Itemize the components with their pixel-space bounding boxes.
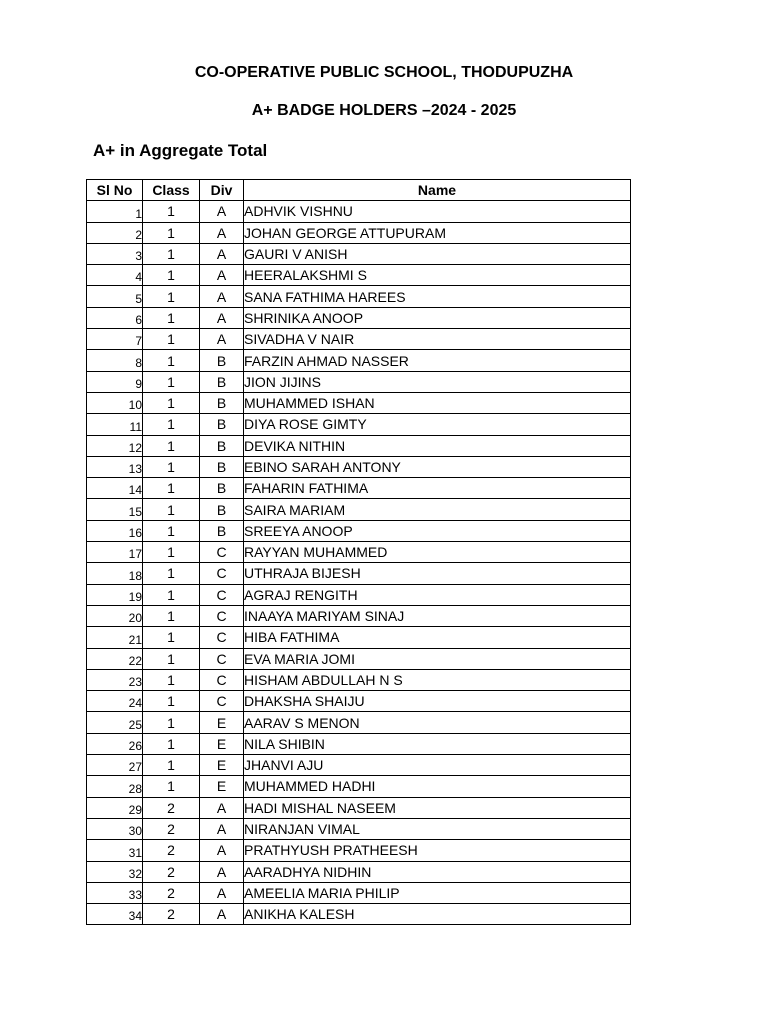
sl-no-cell: 23 bbox=[87, 669, 143, 690]
sl-no-cell: 24 bbox=[87, 691, 143, 712]
name-cell: AMEELIA MARIA PHILIP bbox=[244, 882, 631, 903]
table-row bbox=[87, 776, 631, 797]
class-cell: 1 bbox=[143, 605, 200, 626]
div-cell: C bbox=[200, 648, 244, 669]
table-row bbox=[87, 201, 631, 222]
class-cell: 1 bbox=[143, 435, 200, 456]
div-cell: B bbox=[200, 414, 244, 435]
sl-no-cell: 11 bbox=[87, 414, 143, 435]
class-cell: 1 bbox=[143, 201, 200, 222]
div-cell: B bbox=[200, 499, 244, 520]
sl-no-cell: 30 bbox=[87, 818, 143, 839]
sl-no-cell: 3 bbox=[87, 243, 143, 264]
name-cell: MUHAMMED HADHI bbox=[244, 776, 631, 797]
sl-no-cell: 21 bbox=[87, 627, 143, 648]
table-row bbox=[87, 456, 631, 477]
name-cell: NILA SHIBIN bbox=[244, 733, 631, 754]
name-cell: AARADHYA NIDHIN bbox=[244, 861, 631, 882]
class-cell: 1 bbox=[143, 392, 200, 413]
table-row bbox=[87, 243, 631, 264]
class-cell: 1 bbox=[143, 307, 200, 328]
sl-no-cell: 31 bbox=[87, 840, 143, 861]
div-cell: C bbox=[200, 627, 244, 648]
table-row bbox=[87, 840, 631, 861]
div-cell: B bbox=[200, 478, 244, 499]
table-row bbox=[87, 712, 631, 733]
class-cell: 1 bbox=[143, 776, 200, 797]
div-cell: C bbox=[200, 605, 244, 626]
sl-no-cell: 17 bbox=[87, 542, 143, 563]
name-cell: SIVADHA V NAIR bbox=[244, 329, 631, 350]
name-cell: PRATHYUSH PRATHEESH bbox=[244, 840, 631, 861]
div-cell: E bbox=[200, 712, 244, 733]
class-cell: 1 bbox=[143, 265, 200, 286]
class-cell: 1 bbox=[143, 563, 200, 584]
div-cell: B bbox=[200, 456, 244, 477]
sl-no-cell: 4 bbox=[87, 265, 143, 286]
sl-no-cell: 8 bbox=[87, 350, 143, 371]
div-cell: B bbox=[200, 392, 244, 413]
sl-no-cell: 16 bbox=[87, 520, 143, 541]
div-cell: C bbox=[200, 584, 244, 605]
table-row bbox=[87, 350, 631, 371]
sl-no-cell: 19 bbox=[87, 584, 143, 605]
table-row bbox=[87, 733, 631, 754]
table-row bbox=[87, 307, 631, 328]
table-row bbox=[87, 329, 631, 350]
table-row bbox=[87, 691, 631, 712]
sl-no-cell: 13 bbox=[87, 456, 143, 477]
div-cell: A bbox=[200, 286, 244, 307]
class-cell: 1 bbox=[143, 329, 200, 350]
class-cell: 2 bbox=[143, 818, 200, 839]
div-cell: A bbox=[200, 201, 244, 222]
table-row bbox=[87, 499, 631, 520]
sl-no-cell: 15 bbox=[87, 499, 143, 520]
name-cell: DEVIKA NITHIN bbox=[244, 435, 631, 456]
table-row bbox=[87, 435, 631, 456]
div-cell: C bbox=[200, 542, 244, 563]
name-cell: EVA MARIA JOMI bbox=[244, 648, 631, 669]
name-cell: AARAV S MENON bbox=[244, 712, 631, 733]
name-cell: ADHVIK VISHNU bbox=[244, 201, 631, 222]
table-row bbox=[87, 265, 631, 286]
header-class: Class bbox=[143, 180, 200, 201]
div-cell: A bbox=[200, 222, 244, 243]
name-cell: NIRANJAN VIMAL bbox=[244, 818, 631, 839]
section-title: A+ in Aggregate Total bbox=[93, 141, 268, 160]
class-cell: 2 bbox=[143, 882, 200, 903]
class-cell: 1 bbox=[143, 478, 200, 499]
sl-no-cell: 32 bbox=[87, 861, 143, 882]
class-cell: 2 bbox=[143, 861, 200, 882]
sl-no-cell: 5 bbox=[87, 286, 143, 307]
div-cell: A bbox=[200, 882, 244, 903]
class-cell: 2 bbox=[143, 904, 200, 925]
class-cell: 2 bbox=[143, 797, 200, 818]
name-cell: HEERALAKSHMI S bbox=[244, 265, 631, 286]
name-cell: AGRAJ RENGITH bbox=[244, 584, 631, 605]
sl-no-cell: 2 bbox=[87, 222, 143, 243]
table-row bbox=[87, 414, 631, 435]
div-cell: E bbox=[200, 733, 244, 754]
table-row bbox=[87, 222, 631, 243]
div-cell: A bbox=[200, 307, 244, 328]
table-header-row bbox=[87, 180, 631, 201]
table-row bbox=[87, 520, 631, 541]
div-cell: E bbox=[200, 776, 244, 797]
sl-no-cell: 9 bbox=[87, 371, 143, 392]
name-cell: SREEYA ANOOP bbox=[244, 520, 631, 541]
div-cell: A bbox=[200, 797, 244, 818]
name-cell: JOHAN GEORGE ATTUPURAM bbox=[244, 222, 631, 243]
class-cell: 2 bbox=[143, 840, 200, 861]
class-cell: 1 bbox=[143, 755, 200, 776]
sl-no-cell: 22 bbox=[87, 648, 143, 669]
class-cell: 1 bbox=[143, 669, 200, 690]
name-cell: DHAKSHA SHAIJU bbox=[244, 691, 631, 712]
div-cell: B bbox=[200, 371, 244, 392]
div-cell: B bbox=[200, 435, 244, 456]
table-row bbox=[87, 563, 631, 584]
class-cell: 1 bbox=[143, 350, 200, 371]
class-cell: 1 bbox=[143, 712, 200, 733]
sl-no-cell: 18 bbox=[87, 563, 143, 584]
div-cell: C bbox=[200, 563, 244, 584]
name-cell: JION JIJINS bbox=[244, 371, 631, 392]
div-cell: A bbox=[200, 861, 244, 882]
table-row bbox=[87, 818, 631, 839]
class-cell: 1 bbox=[143, 733, 200, 754]
class-cell: 1 bbox=[143, 371, 200, 392]
div-cell: A bbox=[200, 329, 244, 350]
sl-no-cell: 7 bbox=[87, 329, 143, 350]
sl-no-cell: 29 bbox=[87, 797, 143, 818]
table-row bbox=[87, 392, 631, 413]
name-cell: JHANVI AJU bbox=[244, 755, 631, 776]
name-cell: SHRINIKA ANOOP bbox=[244, 307, 631, 328]
div-cell: A bbox=[200, 265, 244, 286]
sl-no-cell: 20 bbox=[87, 605, 143, 626]
table-row bbox=[87, 584, 631, 605]
class-cell: 1 bbox=[143, 456, 200, 477]
class-cell: 1 bbox=[143, 243, 200, 264]
header-name: Name bbox=[244, 180, 631, 201]
class-cell: 1 bbox=[143, 286, 200, 307]
header-sl-no: Sl No bbox=[87, 180, 143, 201]
table-row bbox=[87, 371, 631, 392]
table-row bbox=[87, 478, 631, 499]
table-row bbox=[87, 904, 631, 925]
table-row bbox=[87, 882, 631, 903]
table-row bbox=[87, 755, 631, 776]
table-row bbox=[87, 627, 631, 648]
div-cell: A bbox=[200, 840, 244, 861]
table-row bbox=[87, 542, 631, 563]
sl-no-cell: 33 bbox=[87, 882, 143, 903]
sl-no-cell: 25 bbox=[87, 712, 143, 733]
sl-no-cell: 10 bbox=[87, 392, 143, 413]
div-cell: B bbox=[200, 520, 244, 541]
class-cell: 1 bbox=[143, 499, 200, 520]
badge-holders-table bbox=[86, 179, 631, 925]
div-cell: C bbox=[200, 691, 244, 712]
name-cell: FAHARIN FATHIMA bbox=[244, 478, 631, 499]
class-cell: 1 bbox=[143, 520, 200, 541]
table-row bbox=[87, 648, 631, 669]
name-cell: FARZIN AHMAD NASSER bbox=[244, 350, 631, 371]
name-cell: SANA FATHIMA HAREES bbox=[244, 286, 631, 307]
name-cell: GAURI V ANISH bbox=[244, 243, 631, 264]
class-cell: 1 bbox=[143, 542, 200, 563]
div-cell: A bbox=[200, 904, 244, 925]
class-cell: 1 bbox=[143, 627, 200, 648]
name-cell: MUHAMMED ISHAN bbox=[244, 392, 631, 413]
class-cell: 1 bbox=[143, 222, 200, 243]
div-cell: A bbox=[200, 243, 244, 264]
name-cell: HIBA FATHIMA bbox=[244, 627, 631, 648]
div-cell: E bbox=[200, 755, 244, 776]
name-cell: RAYYAN MUHAMMED bbox=[244, 542, 631, 563]
sl-no-cell: 12 bbox=[87, 435, 143, 456]
class-cell: 1 bbox=[143, 584, 200, 605]
div-cell: C bbox=[200, 669, 244, 690]
div-cell: B bbox=[200, 350, 244, 371]
name-cell: INAAYA MARIYAM SINAJ bbox=[244, 605, 631, 626]
div-cell: A bbox=[200, 818, 244, 839]
badge-holders-title: A+ BADGE HOLDERS –2024 - 2025 bbox=[251, 102, 517, 119]
table-row bbox=[87, 861, 631, 882]
name-cell: EBINO SARAH ANTONY bbox=[244, 456, 631, 477]
sl-no-cell: 26 bbox=[87, 733, 143, 754]
sl-no-cell: 27 bbox=[87, 755, 143, 776]
name-cell: HADI MISHAL NASEEM bbox=[244, 797, 631, 818]
table-row bbox=[87, 286, 631, 307]
name-cell: UTHRAJA BIJESH bbox=[244, 563, 631, 584]
name-cell: HISHAM ABDULLAH N S bbox=[244, 669, 631, 690]
name-cell: SAIRA MARIAM bbox=[244, 499, 631, 520]
class-cell: 1 bbox=[143, 414, 200, 435]
school-title: CO-OPERATIVE PUBLIC SCHOOL, THODUPUZHA bbox=[194, 64, 574, 81]
sl-no-cell: 1 bbox=[87, 201, 143, 222]
class-cell: 1 bbox=[143, 691, 200, 712]
sl-no-cell: 6 bbox=[87, 307, 143, 328]
sl-no-cell: 28 bbox=[87, 776, 143, 797]
sl-no-cell: 34 bbox=[87, 904, 143, 925]
name-cell: ANIKHA KALESH bbox=[244, 904, 631, 925]
header-div: Div bbox=[200, 180, 244, 201]
sl-no-cell: 14 bbox=[87, 478, 143, 499]
name-cell: DIYA ROSE GIMTY bbox=[244, 414, 631, 435]
table-body bbox=[87, 201, 631, 925]
table-row bbox=[87, 605, 631, 626]
table-row bbox=[87, 669, 631, 690]
table-row bbox=[87, 797, 631, 818]
class-cell: 1 bbox=[143, 648, 200, 669]
